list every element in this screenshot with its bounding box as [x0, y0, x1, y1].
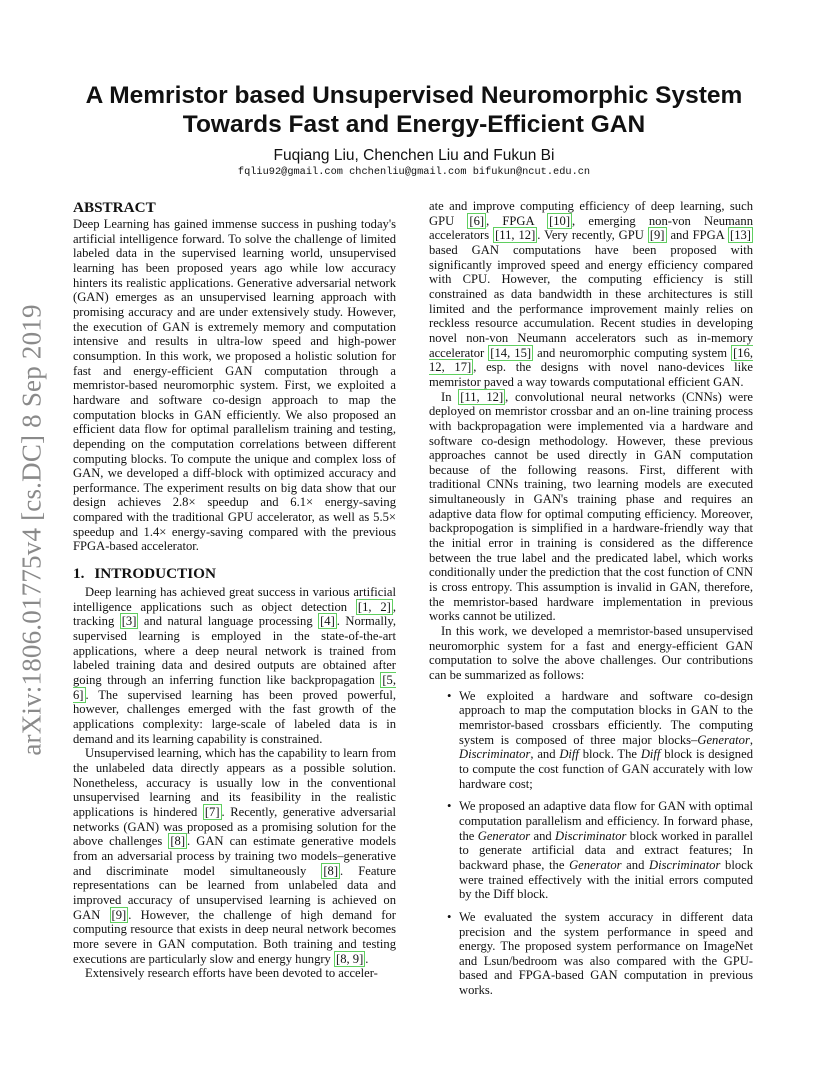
contribution-item [429, 799, 753, 902]
arxiv-identifier: arXiv:1806.01775v4 [cs.DC] 8 Sep 2019 [16, 304, 47, 756]
text-run: based GAN computations have been proposed with significantly improved speed and energy efficiency compared with CPU. However, the computing efficiency is still constrained as data bandwidth in these architectures is still limited and the performance improvement mainly relies on reckless resource accumulation. Recent studies in developing novel non-von Neumann accelerators such as in-memory accelerator [429, 242, 753, 360]
citation-link[interactable]: [8] [170, 834, 186, 849]
text-run: , convolutional neural networks (CNNs) were deployed on memristor crossbar and an on-line training process with backpropagation were implemented via a hardware and software co-design methodology. However, these previous approaches cannot be used directly in GAN computation because of the following reasons. First, different with traditional CNNs training, two learning models are executed simultaneously in GAN's training phase and requires an adaptive data flow for optimal computing efficiency. Moreover, backpropogation is simplified in a hardware-friendly way that the initial error in training is considered as the difference between the true label and the predicated label, which works conditionally under the prediction that the cost function of CNN is cross entropy. This assumption is invalid in GAN, therefore, the memristor-based hardware implementation in previous works cannot be utilized. [429, 389, 753, 624]
citation-link[interactable]: [5, 6] [73, 673, 396, 702]
text-run: We proposed an adaptive data flow for GAN with optimal computation parallelism and efficiency. In forward phase, the [459, 799, 753, 843]
intro-paragraph-1 [73, 585, 396, 746]
text-run: and [621, 857, 650, 872]
text-run: ate and improve computing efficiency of deep learning, such GPU [429, 199, 753, 228]
emphasis: Generator [569, 857, 622, 872]
citation-link[interactable]: [8] [323, 863, 339, 878]
text-run: . The supervised learning has been proved powerful, however, challenges emerged with the fast growth of the applications complexity: large-scale of labeled data is in demand and its learning capability is constrained. [73, 687, 396, 746]
text-run: . Normally, supervised learning is employed in the state-of-the-art applications, where a deep neural network is trained from labeled training data and desired outputs are obtained after going through an inferring function like backpropagation [73, 614, 396, 688]
citation-link[interactable]: [11, 12] [460, 389, 504, 404]
text-run: , FPGA [486, 213, 548, 228]
intro-heading [73, 565, 396, 582]
text-run: . Feature representations can be learned from unlabeled data and improved accuracy of unsupervised learning is achieved on GAN [73, 863, 397, 922]
text-run: , [749, 732, 753, 747]
text-run: In [441, 389, 459, 404]
intro-paragraph-3-start: Extensively research efforts have been devoted to acceler- [85, 966, 378, 981]
text-run: block is designed to compute the cost function of GAN accurately with low hardware cost; [459, 747, 753, 791]
citation-link[interactable]: [3] [121, 614, 137, 629]
citation-link[interactable]: [8, 9] [336, 951, 364, 966]
title-line-1: A Memristor based Unsupervised Neuromorphic System [85, 82, 743, 109]
citation-link[interactable]: [4] [320, 614, 335, 629]
text-run: Unsupervised learning, which has the capability to learn from the unlabeled data directly appears as a possible solution. Nonetheless, accuracy is usually low in the conventional unsupervised learning and its feasibility in the realistic applications is hindered [73, 746, 396, 819]
text-run: and FPGA [666, 228, 729, 243]
emphasis: Diff [640, 747, 661, 762]
text-run: . However, the challenge of high demand for computing resource that exists in deep neural network becomes more severe in GAN computation. Both training and testing executions are particularly slow and energy hungry [73, 907, 396, 966]
text-run: . [365, 951, 369, 966]
text-run: . Recently, generative adversarial networks (GAN) was proposed as a promising solution for the above challenges [73, 804, 396, 849]
text-run: . GAN can estimate generative models from an adversarial process by training two models–generative and discriminate model simultaneously [73, 834, 397, 878]
abstract-text: Deep Learning has gained immense success in pushing today's artificial intelligence forward. To solve the challenge of limited labeled data in the supervised learning world, unsupervised learning has been proposed years ago while low accuracy hinters its realistic applications. Generative adversarial network (GAN) emerges as an unsupervised learning approach with promising accuracy and are under extensively study. However, the execution of GAN is extremely memory and computation intensive and results in ultra-low speed and high-power consumption. In this work, we proposed a holistic solution for fast and energy-efficient GAN computation through a memristor-based neuromorphic system. First, we exploited a hardware and software co-design approach to map the computation blocks in GAN efficiently. We also proposed an efficient data flow for optimal parallelism training and testing, depending on the computation correlations between different computing blocks. To compute the unique and complex loss of GAN, we developed a diff-block with optimized accuracy and performance. The experiment results on big data show that our design achieves 2.8× speedup and 6.1× energy-saving compared with the traditional GPU accelerator, as well as 5.5× speedup and 1.4× energy-saving compared with the previous FPGA-based accelerator. [73, 217, 396, 554]
section-title: INTRODUCTION [94, 565, 216, 583]
bullet-icon: • [447, 688, 452, 703]
text-run: . Very recently, GPU [537, 228, 648, 243]
citation-link[interactable]: [10] [549, 213, 571, 228]
emphasis: Generator [697, 732, 750, 747]
title-line-2: Towards Fast and Energy-Efficient GAN [182, 110, 646, 138]
citation-link[interactable]: [1, 2] [357, 599, 391, 614]
right-paragraph-3: In this work, we developed a memristor-based unsupervised neuromorphic system for a fast and energy-efficient GAN computation to solve the above challenges. Our contributions can be summarized as follows: [429, 624, 753, 682]
author-emails: fqliu92@gmail.com chchenliu@gmail.com bifukun@ncut.edu.cn [237, 166, 591, 178]
emphasis: Discriminator [649, 857, 721, 872]
contribution-item [429, 910, 753, 998]
right-column [429, 199, 753, 1006]
emphasis: Diff [559, 747, 579, 762]
bullet-icon: • [447, 799, 452, 814]
emphasis: Discriminator [555, 828, 627, 843]
text-run: Deep learning has achieved great success in various artificial intelligence applications such as object detection [73, 585, 396, 614]
text-run: , esp. the designs with novel nano-devices like memristor paved a way towards computational efficient GAN. [429, 360, 754, 389]
right-paragraph-2 [429, 390, 753, 625]
citation-link[interactable]: [16, 12, 17] [429, 345, 754, 375]
right-paragraph-1 [429, 199, 753, 390]
author-list: Fuqiang Liu, Chenchen Liu and Fukun Bi [273, 147, 555, 164]
citation-link[interactable]: [14, 15] [490, 345, 532, 360]
contribution-list [429, 689, 753, 998]
citation-link[interactable]: [13] [730, 228, 751, 243]
citation-link[interactable]: [9] [111, 907, 127, 922]
abstract-heading: ABSTRACT [73, 199, 156, 216]
text-run: block. The [578, 747, 641, 762]
text-run: We evaluated the system accuracy in different data precision and the system performance in speed and energy. The proposed system performance on ImageNet and Lsun/bedroom was also compared with the GPU-based and FPGA-based GAN computation in previous works. [459, 909, 753, 998]
text-run: , and [530, 747, 560, 762]
citation-link[interactable]: [6] [469, 213, 485, 228]
text-run: We exploited a hardware and software co-design approach to map the computation blocks in GAN to the memristor-based crossbars efficiently. The computing system is composed of three major blocks– [459, 688, 753, 747]
section-number: 1. [73, 565, 85, 583]
emphasis: Discriminator [459, 747, 531, 762]
left-column [73, 199, 396, 981]
bullet-icon: • [447, 909, 452, 924]
paper-title [70, 82, 758, 139]
text-run: , tracking [73, 599, 396, 629]
text-run: and natural language processing [138, 614, 319, 629]
text-run: and [530, 828, 556, 843]
citation-link[interactable]: [9] [649, 228, 665, 243]
text-run: and neuromorphic computing system [533, 345, 732, 360]
citation-link[interactable]: [11, 12] [495, 228, 536, 243]
text-run: block worked in parallel to generate artificial data and extract features; In backward phase, the [459, 828, 753, 872]
emphasis: Generator [477, 828, 531, 843]
intro-paragraph-2 [73, 746, 396, 966]
arxiv-side-stamp [4, 290, 60, 770]
contribution-item [429, 689, 753, 792]
text-run: block were trained effectively with the initial errors computed by the Diff block. [459, 857, 754, 902]
citation-link[interactable]: [7] [204, 804, 220, 819]
text-run: , emerging non-von Neumann accelerators [429, 213, 753, 243]
